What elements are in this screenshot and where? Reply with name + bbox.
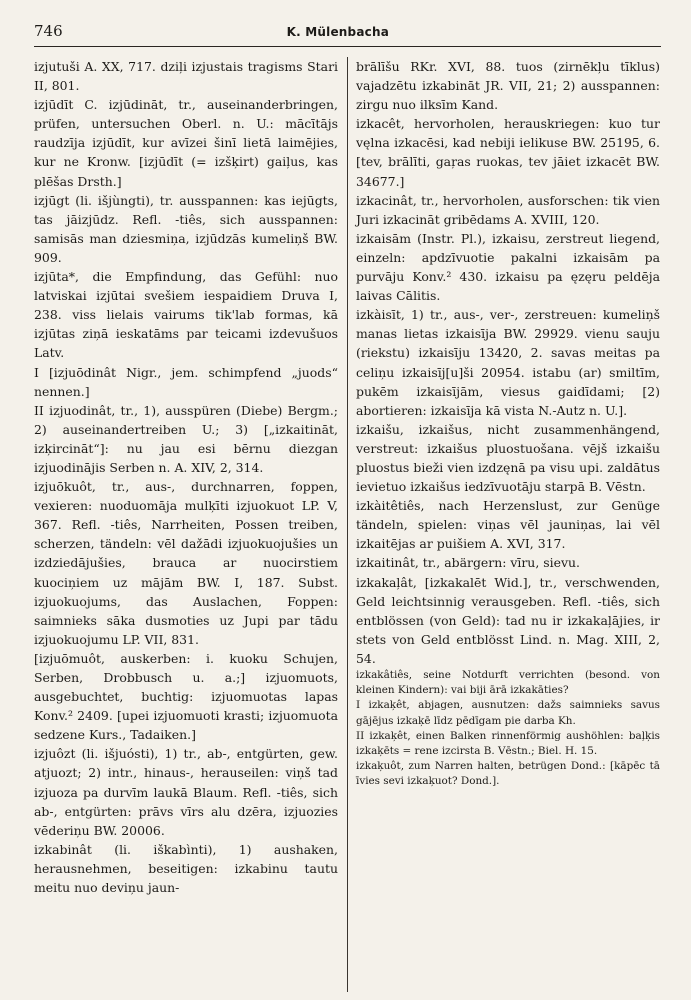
dictionary-entry: izkacinât, tr., hervorholen, ausforschen: tik vien Juri izkacināt gribēdams A. XVIII, 120.	[356, 192, 660, 227]
dictionary-entry: izjuōkuôt, tr., aus-, durchnarren, foppen, vexieren: nuoduomāja mulķīti izjuokuot LP. V, 367. Refl. -tiês, Narrheiten, Possen treiben, scherzen, tändeln: vēl dažādi izjuokuojušies un izdziedājušies, brauca ar nuocirstiem kuociņiem uz mājām BW. I, 187. Subst. izjuokuojums, das Auslachen, Foppen: saimnieks sāka dusmoties uz Jupi par tādu izjuokuojumu LP. VII, 831.	[34, 479, 338, 647]
dictionary-entry: izjuôzt (li. išjuósti), 1) tr., ab-, entgürten, gew. atjuozt; 2) intr., hinaus-, herauseilen: viņš tad izjuoza pa durvīm laukā Blaum. Refl. -tiês, sich ab-, entgürten: prāvs vīrs alu dzēra, izjuozies vēderiņu BW. 20006.	[34, 746, 338, 838]
dictionary-entry: izkakâtiês, seine Notdurft verrichten (besond. von kleinen Kindern): vai biji ārā izkakāties?	[356, 669, 660, 697]
dictionary-entry: I [izjuōdinât Nigr., jem. schimpfend „juods“ nennen.]	[34, 364, 338, 399]
dictionary-entry: izkacêt, hervorholen, herauskriegen: kuo tur vęlna izkacēsi, kad nebiji ielikuse BW. 25195, 6. [tev, brālīti, gaŗas ruokas, tev jāiet izkacēt BW. 34677.]	[356, 116, 660, 189]
dictionary-entry: izkaišu, izkaišus, nicht zusammenhängend, verstreut: izkaišus pluostuošana. vējš izkaišu pluostus bieži vien izdzęnā pa visu upi. zaldātus ievietuo izkaišus iedzīvuotāju starpā B. Vēstn.	[356, 421, 660, 495]
dictionary-entry: izjūdīt C. izjūdināt, tr., auseinanderbringen, prüfen, untersuchen Oberl. n. U.: mācītājs raudzīja izjūdīt, kur avīzei šinī lietā laimējies, kur ne Kronw. [izjūdīt (= izšķirt) gaiļus, kas plēšas Drsth.]	[34, 97, 338, 189]
left-column	[34, 57, 347, 992]
dictionary-entry: izkaitinât, tr., abärgern: vīru, sievu.	[356, 555, 580, 571]
two-column-body	[34, 57, 661, 992]
running-head	[34, 22, 661, 40]
dictionary-entry: izkabinât (li. iškabìnti), 1) aushaken, herausnehmen, beseitigen: izkabinu tautu meitu nuo deviņu jaun-	[34, 841, 338, 896]
dictionary-entry: izjūgt (li. išjùngti), tr. ausspannen: kas iejūgts, tas jāizjūdz. Refl. -tiês, sich ausspannen: samisās man dziesmiņa, izjūdzās kumeliņš BW. 909.	[34, 192, 338, 265]
dictionary-entry: II izjuodinât, tr., 1), ausspüren (Diebe) Bergm.; 2) auseinandertreiben U.; 3) [„izkaitināt, izķircināt“]: nu jau esi bērnu diezgan izjuodinājis Serben n. A. XIV, 2, 314.	[34, 402, 338, 475]
dictionary-entry: izkàitêtiês, nach Herzenslust, zur Genüge tändeln, spielen: viņas vēl jauniņas, lai vēl izkaitējas ar puišiem A. XVI, 317.	[356, 498, 660, 552]
page-number: 746	[34, 22, 63, 40]
dictionary-entry: brālīšu RKr. XVI, 88. tuos (zirnēkļu tīklus) vajadzētu izkabināt JR. VII, 21; 2) ausspannen: zirgu nuo ilksīm Kand.	[356, 59, 660, 113]
dictionary-entry: izkakaļât, [izkakalēt Wid.], tr., verschwenden, Geld leichtsinnig verausgeben. Refl. -tiês, sich entblössen (von Geld): tad nu ir izkakaļājies, ir stets von Geld entblösst Lind. n. Mag. XIII, 2, 54.	[356, 574, 660, 666]
header-rule	[34, 46, 661, 47]
dictionary-entry: izjūta*, die Empfindung, das Gefühl: nuo latviskai izjūtai svešiem iespaidiem Druva I, 238. viss lielais vairums tik'lab formas, kā izjūtas ziņā ieskatāms par teicami izdevušuos Latv.	[34, 269, 338, 361]
running-title: K. Mülenbacha	[286, 25, 389, 39]
dictionary-entry: [izjuōmuôt, auskerben: i. kuoku Schujen, Serben, Drobbusch u. a.;] izjuomuots, ausgebuchtet, buchtig: izjuomuotas lapas Konv.² 2409. [upei izjuomuoti krasti; izjuomuota sedzene Kurs., Tadaiken.]	[34, 650, 338, 743]
dictionary-entry: izkàisīt, 1) tr., aus-, ver-, zerstreuen: kumeliņš manas lietas izkaisīja BW. 29929. vienu sauju (riekstu) izkaisīju 13420, 2. savas meitas pa celiņu izkaisīj[u]ši 20954. istabu (ar) smiltīm, pukēm izkaisījām, viesus gaidīdami; [2) abortieren: izkaisīja kā vista N.-Autz n. U.].	[356, 307, 660, 418]
dictionary-entry: I izkaķêt, abjagen, ausnutzen: dažs saimnieks savus gājējus izkaķē līdz pēdīgam pie darba Kh.	[356, 699, 660, 727]
dictionary-entry: II izkaķêt, einen Balken rinnenförmig aushöhlen: baļķis izkaķēts = rene izcirsta B. Vēstn.; Biel. H. 15.	[356, 729, 660, 758]
dictionary-entry: izjutuši A. XX, 717. dziļi izjustais tragisms Stari II, 801.	[34, 59, 338, 94]
dictionary-entry: izkaķuôt, zum Narren halten, betrügen Dond.: [kāpēc tā īvies sevi izkaķuot? Dond.].	[356, 760, 660, 788]
dictionary-entry: izkaisām (Instr. Pl.), izkaisu, zerstreut liegend, einzeln: apdzīvuotie pakalni izkaisām pa purvāju Konv.² 430. izkaisu pa ęzęru peldēja laivas Cālitis.	[356, 230, 660, 304]
right-column	[348, 57, 660, 992]
